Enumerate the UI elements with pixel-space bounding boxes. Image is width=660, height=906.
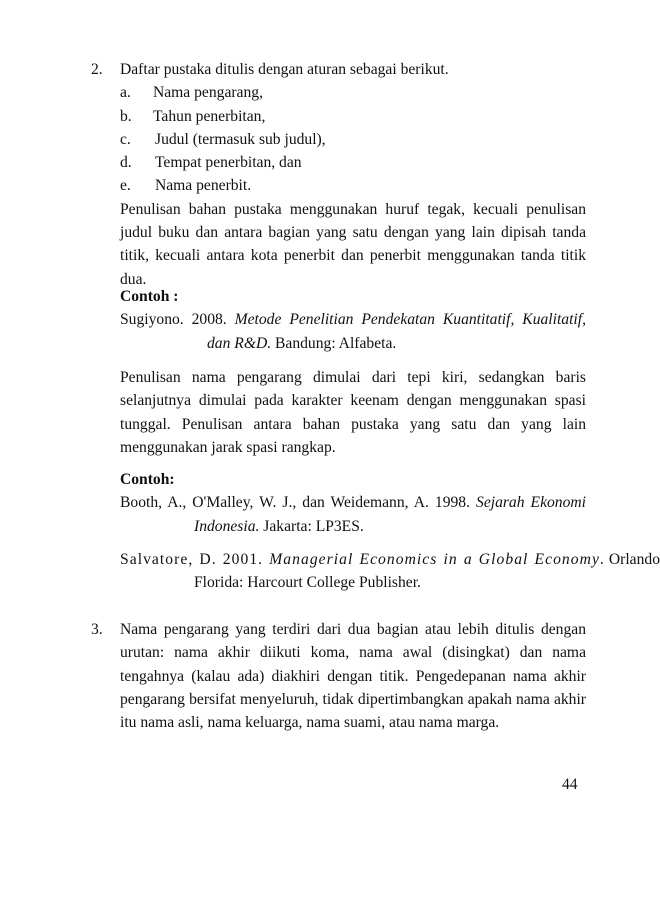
list-item-text: Judul (termasuk sub judul),	[155, 130, 326, 148]
example-1	[120, 285, 586, 355]
paragraph-author-indent: Penulisan nama pengarang dimulai dari tepi kiri, sedangkan baris selanjutnya dimulai pada karakter keenam dengan menggunakan spasi tunggal. Penulisan antara bahan pustaka yang satu dan yang lain menggunakan jarak spasi rangkap.	[120, 369, 586, 456]
reference-publisher: Jakarta: LP3ES.	[259, 517, 364, 535]
list-number-3: 3.	[91, 621, 103, 638]
list-item-text: Tempat penerbitan, dan	[155, 154, 302, 172]
reference-author-year: Booth, A., O'Malley, W. J., dan Weidemann, A. 1998.	[120, 494, 477, 512]
point-2-intro: Daftar pustaka ditulis dengan aturan sebagai berikut.	[120, 61, 449, 78]
list-item-text: Nama penerbit.	[155, 177, 252, 195]
reference-author-year: Salvatore, D. 2001.	[120, 551, 270, 568]
list-item-letter: a.	[120, 84, 131, 102]
list-item-letter: b.	[120, 107, 132, 125]
reference-author-year: Sugiyono. 2008.	[120, 311, 235, 329]
page-number: 44	[562, 776, 578, 793]
reference-entry	[120, 491, 586, 538]
reference-publisher: . Orlando Florida: Harcourt College Publisher.	[194, 551, 660, 592]
reference-title: Sejarah Ekonomi Indonesia.	[194, 494, 586, 535]
reference-publisher: Bandung: Alfabeta.	[271, 334, 397, 352]
list-item	[120, 128, 586, 151]
list-item-letter: e.	[120, 177, 131, 195]
point-2-body	[120, 58, 586, 291]
list-item-text: Tahun penerbitan,	[153, 107, 266, 125]
list-item	[120, 174, 586, 197]
reference-title: Metode Penelitian Pendekatan Kuantitatif, Kualitatif, dan R&D.	[207, 311, 586, 352]
example-2	[120, 468, 586, 538]
list-item-text: Nama pengarang,	[153, 84, 263, 102]
example-label: Contoh:	[120, 471, 175, 488]
list-item-letter: c.	[120, 130, 131, 148]
point-3-paragraph: Nama pengarang yang terdiri dari dua bagian atau lebih ditulis dengan urutan: nama akhir diikuti koma, nama awal (disingkat) dan nama tengahnya (kalau ada) diakhiri dengan titik. Pengedepanan nama akhir pengarang bersifat menyeluruh, tidak dipertimbangkan apakah nama akhir itu nama asli, nama keluarga, nama suami, atau nama marga.	[120, 621, 586, 732]
list-item-letter: d.	[120, 154, 132, 172]
list-number-2: 2.	[91, 61, 103, 78]
example-label: Contoh :	[120, 288, 179, 305]
list-item	[120, 105, 586, 128]
sub-list	[120, 81, 586, 197]
list-item	[120, 81, 586, 104]
reference-entry	[120, 308, 586, 355]
paragraph-writing-rules: Penulisan bahan pustaka menggunakan huruf tegak, kecuali penulisan judul buku dan antara bagian yang satu dengan yang lain dipisah tanda titik, kecuali antara kota penerbit dan penerbit menggunakan tanda titik dua.	[120, 200, 586, 288]
reference-entry	[120, 548, 660, 595]
list-item	[120, 151, 586, 174]
reference-title: Managerial Economics in a Global Economy	[269, 551, 600, 568]
